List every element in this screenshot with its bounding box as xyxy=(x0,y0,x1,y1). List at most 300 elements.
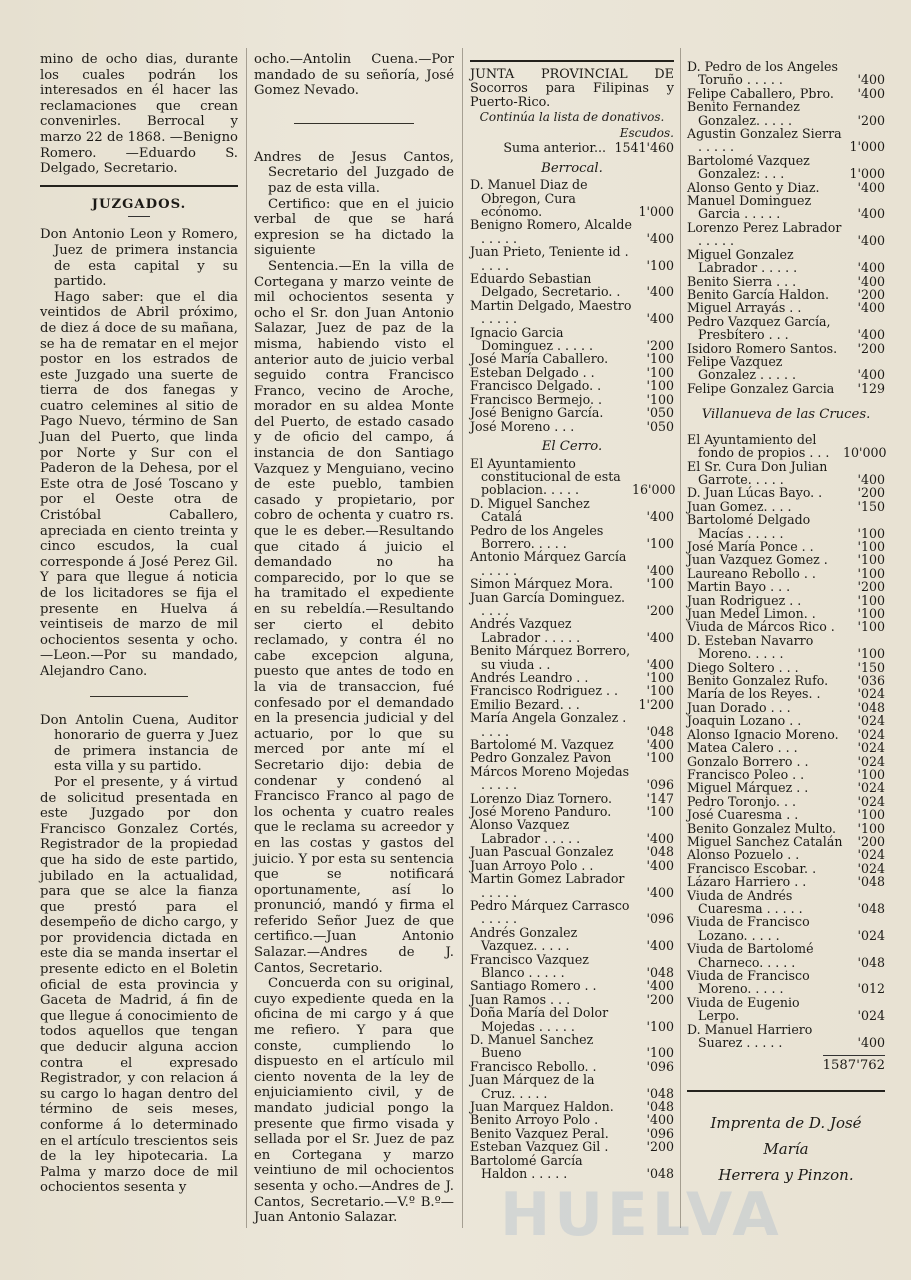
donation-amount: '100 xyxy=(646,378,674,394)
donor-name: Pedro Vazquez García, Presbítero . . . xyxy=(687,313,831,343)
donation-amount: '100 xyxy=(857,552,885,568)
donation-amount: '150 xyxy=(857,498,885,514)
donation-entry xyxy=(687,248,885,275)
donation-amount: '400 xyxy=(646,656,674,672)
section-rule xyxy=(687,1090,885,1092)
edict-header: Don Antonio Leon y Romero, Juez de primera instancia de esta capital y su partido. xyxy=(40,227,238,290)
section-name: Berrocal. xyxy=(541,160,603,176)
donation-amount: '048 xyxy=(646,723,674,739)
donation-entry xyxy=(470,859,674,872)
donation-entry xyxy=(687,969,885,996)
donor-name: Pedro de los Angeles Borrero. . . . . xyxy=(470,522,604,551)
donation-entry xyxy=(470,591,674,618)
donation-entry xyxy=(470,218,674,245)
donor-name: D. Manuel Harriero Suarez . . . . . xyxy=(687,1021,813,1051)
donation-entry xyxy=(687,661,885,674)
donation-entry xyxy=(470,366,674,379)
donation-entry xyxy=(687,714,885,727)
donation-amount: '024 xyxy=(857,740,885,756)
donation-entry xyxy=(470,1033,674,1060)
donation-amount: '400 xyxy=(646,884,674,900)
donation-amount: '200 xyxy=(646,602,674,618)
donation-amount: '400 xyxy=(857,233,885,249)
donor-name: Viuda de Francisco Lozano. . . . . xyxy=(687,914,810,943)
donation-amount: '048 xyxy=(857,954,885,970)
donation-entry xyxy=(687,342,885,355)
donation-amount: '048 xyxy=(857,900,885,916)
donation-amount: '024 xyxy=(857,780,885,796)
donor-name: Lorenzo Perez Labrador . . . . . xyxy=(687,219,842,249)
heading-dash xyxy=(128,216,150,217)
printer-line: Herrera y Pinzon. xyxy=(718,1166,854,1185)
donor-name: El Ayuntamiento constitucional de esta poblacion. . . . . xyxy=(470,455,621,498)
donation-entry xyxy=(687,594,885,607)
donation-entry xyxy=(687,194,885,221)
donor-name: El Ayuntamiento del fondo de propios . . . xyxy=(687,431,830,461)
donor-name: Juan Dorado . . . xyxy=(687,699,791,715)
donor-name: Esteban Delgado . . xyxy=(470,364,595,380)
donation-amount: '400 xyxy=(857,471,885,487)
donor-name: Martin Delgado, Maestro . . . . . xyxy=(470,297,632,327)
column-rule xyxy=(462,48,463,1228)
donation-amount: '200 xyxy=(857,579,885,595)
list-subtitle: Continúa la lista de donativos. xyxy=(479,110,665,124)
donor-name: D. Pedro de los Angeles Toruño . . . . . xyxy=(687,59,838,88)
donation-amount: '100 xyxy=(857,565,885,581)
donation-amount: '100 xyxy=(646,391,674,407)
certificate-intro: Certifico: que en el juicio verbal de que se hará expresion se ha dictado la siguiente xyxy=(254,196,454,259)
donation-entry xyxy=(470,1073,674,1100)
donation-entry xyxy=(687,433,885,460)
donor-name: Martin Gomez Labrador . . . . . xyxy=(470,871,625,900)
donation-entry xyxy=(470,751,674,764)
unit-label: Escudos. xyxy=(619,125,674,140)
donation-entry xyxy=(470,872,674,899)
donation-entry xyxy=(687,540,885,553)
donation-entry xyxy=(687,781,885,794)
donation-amount: '200 xyxy=(857,485,885,501)
donation-entry xyxy=(687,634,885,661)
donor-name: Juan Vazquez Gomez . xyxy=(687,552,828,568)
donor-name: D. Miguel Sanchez Catalá xyxy=(470,495,590,525)
donor-name: Juan Rodriguez . . xyxy=(687,592,802,608)
donation-amount: 1'000 xyxy=(849,166,885,182)
donor-name: Doña María del Dolor Mojedas . . . . . xyxy=(470,1005,609,1034)
donor-name: Benito García Haldon. xyxy=(687,286,829,302)
donation-amount: '024 xyxy=(857,1008,885,1024)
donor-name: Viuda de Francisco Moreno. . . . . xyxy=(687,968,810,997)
donation-entry xyxy=(687,620,885,633)
donation-entry xyxy=(687,580,885,593)
donation-entry xyxy=(470,698,674,711)
donor-name: Antonio Márquez García . . . . . xyxy=(470,549,627,578)
donation-entry xyxy=(687,301,885,314)
donation-entry xyxy=(687,513,885,540)
donation-amount: '100 xyxy=(857,646,885,662)
donor-name: Juan Pascual Gonzalez xyxy=(470,844,614,860)
edict-body: Por el presente, y á virtud de solicitud presentada en este Juzgado por don Francisco Gonzalez Cortés, Registrador de la propiedad que ha sido de este partido, jubilado en la actualidad, para que se alce la fianza que prestó para el desempeño de dicho cargo, y por providencia dictada en este dia se manda insertar el presente edicto en el Boletin oficial de esta provincia y Gaceta de Madrid, á fin de que llegue á conocimiento de todos aquellos que tengan que deducir alguna accion contra el expresado Registrador, y con relacion á su cargo lo hagan dentro del término de seis meses, conforme á lo determinado en el artículo trescientos seis de la ley hipotecaria. La Palma y marzo doce de mil ochocientos sesenta y xyxy=(40,774,238,1196)
donation-amount: '400 xyxy=(857,85,885,101)
donation-amount: '012 xyxy=(857,981,885,997)
sentence-body: Sentencia.—En la villa de Cortegana y marzo veinte de mil ochocientos sesenta y ocho el Sr. don Juan Antonio Salazar, Juez de paz de la misma, habiendo visto el anterior auto de juicio verbal seguido contra Francisco Franco, vecino de Aroche, morador en su aldea Monte del Puerto, de estado casado y de oficio del campo, á instancia de don Santiago Vazquez y Menguiano, vecino de este pueblo, tambien casado y propietario, por cobro de ochenta y cuatro rs. que le es deber.—Resultando que citado á juicio el demandado no ha comparecido, por lo que se ha tramitado el expediente en su rebeldía.—Resultando ser cierto el debito reclamado, y contra él no cabe excepcion alguna, puesto que antes de todo en la via de transaccion, fué confesado por el demandado en la presencia judicial y del actuario, por lo que su merced por ante mí el Secretario dijo: debia de condenar y condenó al Francisco Franco al pago de los ochenta y cuatro reales que le reclama su acreedor y en las costas y gastos del juicio. Y por esta su sentencia que se notificará oportunamente, así lo pronunció, mandó y firma el referido Señor Juez de que certifico.—Juan Antonio Salazar.—Andres de J. Cantos, Secretario. xyxy=(254,258,454,976)
donation-entry xyxy=(470,792,674,805)
donation-amount: '400 xyxy=(646,830,674,846)
donation-amount: '096 xyxy=(646,777,674,793)
donation-entry xyxy=(687,687,885,700)
donation-amount: '100 xyxy=(857,766,885,782)
donation-entry xyxy=(470,1113,674,1126)
donation-entry xyxy=(687,288,885,301)
donor-name: Márcos Moreno Mojedas . . . . . xyxy=(470,763,630,793)
donor-name: Viuda de Bartolomé Charneco. . . . . xyxy=(687,941,814,970)
donor-name: Felipe Vazquez Gonzalez . . . . . xyxy=(687,353,797,383)
donor-name: Esteban Vazquez Gil . xyxy=(470,1139,609,1155)
donation-entry xyxy=(470,272,674,299)
donor-name: Matea Calero . . . xyxy=(687,740,798,756)
donor-name: Alonso Pozuelo . . xyxy=(687,847,800,863)
donation-entry xyxy=(687,848,885,861)
donation-list xyxy=(687,433,885,1050)
column-3 xyxy=(470,60,674,1180)
donation-amount: '100 xyxy=(646,1045,674,1061)
donor-name: Juan García Dominguez. . . . . xyxy=(470,589,625,618)
donation-entry xyxy=(470,1006,674,1033)
donation-entry xyxy=(470,979,674,992)
running-total xyxy=(470,141,674,154)
donor-name: Benito Gonzalez Rufo. xyxy=(687,673,829,689)
donation-amount: '100 xyxy=(646,364,674,380)
donation-entry xyxy=(470,406,674,419)
donor-name: Alonso Gento y Diaz. xyxy=(687,179,820,195)
donation-entry xyxy=(470,245,674,272)
certificate-header: Andres de Jesus Cantos, Secretario del Juzgado de paz de esta villa. xyxy=(254,149,454,196)
donor-name: Viuda de Márcos Rico . xyxy=(687,619,835,635)
donation-entry xyxy=(470,178,674,218)
donation-amount: '200 xyxy=(646,991,674,1007)
donor-name: José Moreno . . . xyxy=(470,418,575,434)
donation-entry xyxy=(470,1100,674,1113)
donation-entry xyxy=(687,275,885,288)
donation-entry xyxy=(687,355,885,382)
donation-amount: '024 xyxy=(857,686,885,702)
donation-amount: '129 xyxy=(857,380,885,396)
donation-entry xyxy=(687,500,885,513)
donation-list xyxy=(470,178,674,433)
grand-total-value: 1587'762 xyxy=(823,1055,885,1074)
donation-list xyxy=(470,457,674,1181)
donor-name: Eduardo Sebastian Delgado, Secretario. . xyxy=(470,271,621,300)
donation-amount: '024 xyxy=(857,860,885,876)
donor-name: María Angela Gonzalez . . . . . xyxy=(470,710,627,739)
section-name: Villanueva de las Cruces. xyxy=(701,407,871,423)
donation-amount: '200 xyxy=(857,340,885,356)
donation-entry xyxy=(470,845,674,858)
donation-entry xyxy=(687,315,885,342)
donation-entry xyxy=(470,524,674,551)
donor-name: Ignacio Garcia Dominguez . . . . . xyxy=(470,324,594,354)
donor-name: Juan Márquez de la Cruz. . . . . xyxy=(470,1072,595,1101)
donation-amount: '400 xyxy=(646,737,674,753)
donor-name: Benito Gonzalez Multo. xyxy=(687,820,836,836)
donation-amount: 10'000 xyxy=(843,445,887,461)
certificate-closing: Concuerda con su original, cuyo expediente queda en la oficina de mi cargo y á que me refiero. Y para que conste, cumpliendo lo dispuesto en el artículo mil ciento noventa de la ley de enjuiciamiento civil, y de mandato judicial pongo la presente que firmo visada y sellada por el Sr. Juez de paz en Cortegana y marzo veintiuno de mil ochocientos sesenta y ocho.—Andres de J. Cantos, Secretario.—V.º B.º—Juan Antonio Salazar. xyxy=(254,976,454,1226)
section-rule xyxy=(40,185,238,187)
running-total-label: Suma anterior... xyxy=(503,140,606,156)
donation-amount: '024 xyxy=(857,753,885,769)
donor-name: Viuda de Eugenio Lerpo. xyxy=(687,994,800,1024)
edict-ending: ocho.—Antolin Cuena.—Por mandado de su señoría, José Gomez Nevado. xyxy=(254,52,454,99)
donor-name: Andrés Gonzalez Vazquez. . . . . xyxy=(470,924,578,954)
donor-name: Juan Prieto, Teniente id . . . . . xyxy=(470,244,629,273)
donation-amount: '100 xyxy=(857,606,885,622)
donation-amount: '400 xyxy=(646,857,674,873)
donation-entry xyxy=(470,805,674,818)
donor-name: Viuda de Andrés Cuaresma . . . . . xyxy=(687,887,803,916)
donation-amount: '050 xyxy=(646,405,674,421)
donation-amount: '400 xyxy=(646,284,674,300)
donor-name: Benito Vazquez Peral. xyxy=(470,1125,609,1141)
donation-entry xyxy=(687,674,885,687)
donation-entry xyxy=(470,644,674,671)
donor-name: Juan Ramos . . . xyxy=(470,991,571,1007)
donor-name: D. Manuel Sanchez Bueno xyxy=(470,1031,594,1061)
donor-name: Francisco Poleo . . xyxy=(687,766,805,782)
donor-name: Francisco Delgado. . xyxy=(470,378,602,394)
donation-amount: '400 xyxy=(857,260,885,276)
donation-amount: '048 xyxy=(857,874,885,890)
donation-entry xyxy=(470,299,674,326)
separator-rule xyxy=(90,696,188,697)
section-rule xyxy=(470,60,674,62)
donation-amount: '100 xyxy=(646,683,674,699)
donor-name: Francisco Bermejo. . xyxy=(470,391,602,407)
donation-entry xyxy=(470,1154,674,1181)
donor-name: Miguel Sanchez Catalán xyxy=(687,833,843,849)
donor-name: Lázaro Harriero . . xyxy=(687,874,807,890)
archive-watermark: HUELVA xyxy=(500,1180,783,1250)
donation-amount: '100 xyxy=(857,525,885,541)
donation-amount: '096 xyxy=(646,1125,674,1141)
donation-amount: '100 xyxy=(857,807,885,823)
donation-entry xyxy=(470,899,674,926)
donation-entry xyxy=(687,835,885,848)
donation-entry xyxy=(687,60,885,87)
donation-entry xyxy=(470,420,674,433)
donation-amount: '400 xyxy=(857,206,885,222)
donation-amount: '048 xyxy=(857,699,885,715)
donor-name: Felipe Gonzalez Garcia xyxy=(687,380,835,396)
donor-name: Miguel Arrayás . . xyxy=(687,300,802,316)
donation-entry xyxy=(470,926,674,953)
donor-name: Laureano Rebollo . . xyxy=(687,565,816,581)
donation-amount: '400 xyxy=(857,300,885,316)
donation-entry xyxy=(687,87,885,100)
donor-name: Benito Arroyo Polo . xyxy=(470,1112,599,1128)
edict-header: Don Antolin Cuena, Auditor honorario de guerra y Juez de primera instancia de esta villa y su partido. xyxy=(40,712,238,775)
donation-amount: '400 xyxy=(857,179,885,195)
donation-entry xyxy=(470,738,674,751)
donor-name: El Sr. Cura Don Julian Garrote. . . . . xyxy=(687,458,828,487)
donation-amount: '036 xyxy=(857,673,885,689)
donor-name: Joaquin Lozano . . xyxy=(687,713,802,729)
donation-amount: '048 xyxy=(646,844,674,860)
donation-entry xyxy=(470,671,674,684)
donor-name: Gonzalo Borrero . . xyxy=(687,753,809,769)
donation-entry xyxy=(687,795,885,808)
donor-name: Alonso Vazquez Labrador . . . . . xyxy=(470,817,581,846)
donation-entry xyxy=(687,768,885,781)
donation-amount: '400 xyxy=(857,367,885,383)
donation-entry xyxy=(470,393,674,406)
donation-amount: 16'000 xyxy=(632,482,676,498)
donation-list xyxy=(687,60,885,395)
donation-entry xyxy=(687,889,885,916)
donation-amount: '100 xyxy=(857,592,885,608)
donation-entry xyxy=(687,808,885,821)
donor-name: María de los Reyes. . xyxy=(687,686,821,702)
donation-entry xyxy=(470,379,674,392)
donation-entry xyxy=(687,100,885,127)
donor-name: Felipe Caballero, Pbro. xyxy=(687,85,834,101)
donor-name: José Cuaresma . . xyxy=(687,807,799,823)
donation-amount: '048 xyxy=(646,1085,674,1101)
donation-entry xyxy=(687,460,885,487)
donation-entry xyxy=(687,181,885,194)
donation-amount: '200 xyxy=(646,338,674,354)
separator-rule xyxy=(294,123,414,124)
donor-name: Alonso Ignacio Moreno. xyxy=(687,726,839,742)
donation-amount: '100 xyxy=(646,576,674,592)
donation-entry xyxy=(470,1060,674,1073)
donation-entry xyxy=(687,728,885,741)
donor-name: Simon Márquez Mora. xyxy=(470,576,613,592)
donor-name: Emilio Bezard. . . xyxy=(470,696,580,712)
donor-name: Santiago Romero . . xyxy=(470,978,597,994)
donation-amount: '100 xyxy=(646,257,674,273)
donor-name: José Moreno Panduro. xyxy=(470,804,612,820)
donation-entry xyxy=(470,765,674,792)
donation-entry xyxy=(470,577,674,590)
running-total-value: 1541'460 xyxy=(614,140,674,156)
donor-name: D. Esteban Navarro Moreno. . . . . xyxy=(687,632,814,662)
donation-entry xyxy=(687,741,885,754)
donation-amount: '200 xyxy=(646,1139,674,1155)
donor-name: Pedro Márquez Carrasco . . . . . xyxy=(470,897,630,927)
donation-amount: '024 xyxy=(857,726,885,742)
donor-name: Bartolomé Vazquez Gonzalez: . . . xyxy=(687,152,810,182)
donation-entry xyxy=(470,326,674,353)
donation-amount: '048 xyxy=(646,964,674,980)
donation-amount: '100 xyxy=(646,1018,674,1034)
donation-entry xyxy=(470,497,674,524)
donation-amount: '200 xyxy=(857,833,885,849)
donation-amount: '400 xyxy=(646,562,674,578)
section-name: El Cerro. xyxy=(541,438,603,454)
donation-entry xyxy=(687,553,885,566)
list-title: JUNTA PROVINCIAL DE Socorros para Filipinas y Puerto-Rico. xyxy=(470,67,674,110)
donor-name: Benito Fernandez Gonzalez. . . . . xyxy=(687,99,800,128)
donor-name: Pedro Gonzalez Pavon xyxy=(470,750,612,766)
donor-name: Benito Márquez Borrero, su viuda . . xyxy=(470,643,631,672)
donation-entry xyxy=(687,127,885,154)
donation-amount: '096 xyxy=(646,911,674,927)
donation-amount: '100 xyxy=(857,539,885,554)
donation-entry xyxy=(470,550,674,577)
donation-entry xyxy=(687,382,885,395)
donation-amount: '024 xyxy=(857,713,885,729)
donor-name: Manuel Dominguez Garcia . . . . . xyxy=(687,193,812,222)
donation-amount: '200 xyxy=(857,112,885,128)
donation-amount: '100 xyxy=(857,619,885,635)
donor-name: Martin Bayo . . . xyxy=(687,579,791,595)
donation-amount: '050 xyxy=(646,418,674,434)
donor-name: Andrés Leandro . . xyxy=(470,670,589,685)
donation-amount: '096 xyxy=(646,1058,674,1074)
column-2 xyxy=(254,52,454,1226)
donation-amount: 1'000 xyxy=(849,139,885,155)
donor-name: Agustin Gonzalez Sierra . . . . . xyxy=(687,126,842,155)
donation-entry xyxy=(687,154,885,181)
donor-name: Bartolomé Delgado Macías . . . . . xyxy=(687,512,811,541)
donor-name: José María Ponce . . xyxy=(687,539,814,554)
donation-amount: '100 xyxy=(646,351,674,367)
donor-name: Lorenzo Diaz Tornero. xyxy=(470,790,612,806)
edict-body: Hago saber: que el dia veintidos de Abril próximo, de diez á doce de su mañana, se ha de rematar en el mejor postor en los estrados de este Juzgado una suerte de tierra de dos fanegas y cuatro celemines al sitio de Pago Nuevo, término de San Juan del Puerto, que linda por Norte y Sur con el Paderon de la Dehesa, por el Este otra de José Toscano y por el Oeste otra de Cristóbal Caballero, apreciada en ciento treinta y cinco escudos, la cual corresponde á José Perez Gil. Y para que llegue á noticia de los licitadores se fija el presente en Huelva á veintiseis de marzo de mil ochocientos sesenta y ocho.—Leon.—Por su mandado, Alejandro Cano. xyxy=(40,289,238,679)
donation-entry xyxy=(470,818,674,845)
donor-name: Bartolomé M. Vazquez xyxy=(470,737,614,753)
donor-name: Francisco Rebollo. . xyxy=(470,1058,597,1074)
column-rule xyxy=(680,48,681,1228)
donation-entry xyxy=(470,1127,674,1140)
donor-name: Juan Marquez Haldon. xyxy=(470,1099,614,1114)
donation-amount: '100 xyxy=(646,670,674,685)
donation-entry xyxy=(470,993,674,1006)
donor-name: Benito Sierra . . . xyxy=(687,273,797,289)
donation-amount: '400 xyxy=(646,311,674,327)
donor-name: José María Caballero. xyxy=(470,351,609,367)
donation-amount: '100 xyxy=(857,820,885,836)
donation-entry xyxy=(687,221,885,248)
donor-name: Miguel Gonzalez Labrador . . . . . xyxy=(687,246,798,276)
donation-amount: '400 xyxy=(857,1035,885,1051)
donation-amount: '024 xyxy=(857,793,885,809)
donation-amount: '400 xyxy=(646,1112,674,1128)
donation-amount: '400 xyxy=(857,327,885,343)
donation-entry xyxy=(687,1023,885,1050)
donation-amount: '100 xyxy=(646,750,674,766)
donor-name: Pedro Toronjo. . . xyxy=(687,793,797,809)
donor-name: Juan Gomez. . . . xyxy=(687,498,792,514)
donation-entry xyxy=(687,996,885,1023)
donation-entry xyxy=(687,486,885,499)
donor-name: D. Juan Lúcas Bayo. . xyxy=(687,485,823,501)
column-4 xyxy=(687,60,885,1188)
donor-name: Diego Soltero . . . xyxy=(687,659,799,675)
donation-amount: '048 xyxy=(646,1166,674,1182)
column-1 xyxy=(40,52,238,1196)
donation-entry xyxy=(470,457,674,497)
donation-entry xyxy=(687,822,885,835)
donation-amount: '150 xyxy=(857,659,885,675)
donor-name: José Benigno García. xyxy=(470,405,604,421)
donor-name: Juan Medel Limon. . xyxy=(687,606,816,622)
donation-entry xyxy=(470,352,674,365)
donation-entry xyxy=(470,617,674,644)
donor-name: Juan Arroyo Polo . . xyxy=(470,857,594,873)
donor-name: Bartolomé García Haldon . . . . . xyxy=(470,1152,583,1182)
donation-entry xyxy=(470,1140,674,1153)
donation-sections xyxy=(470,161,674,1181)
